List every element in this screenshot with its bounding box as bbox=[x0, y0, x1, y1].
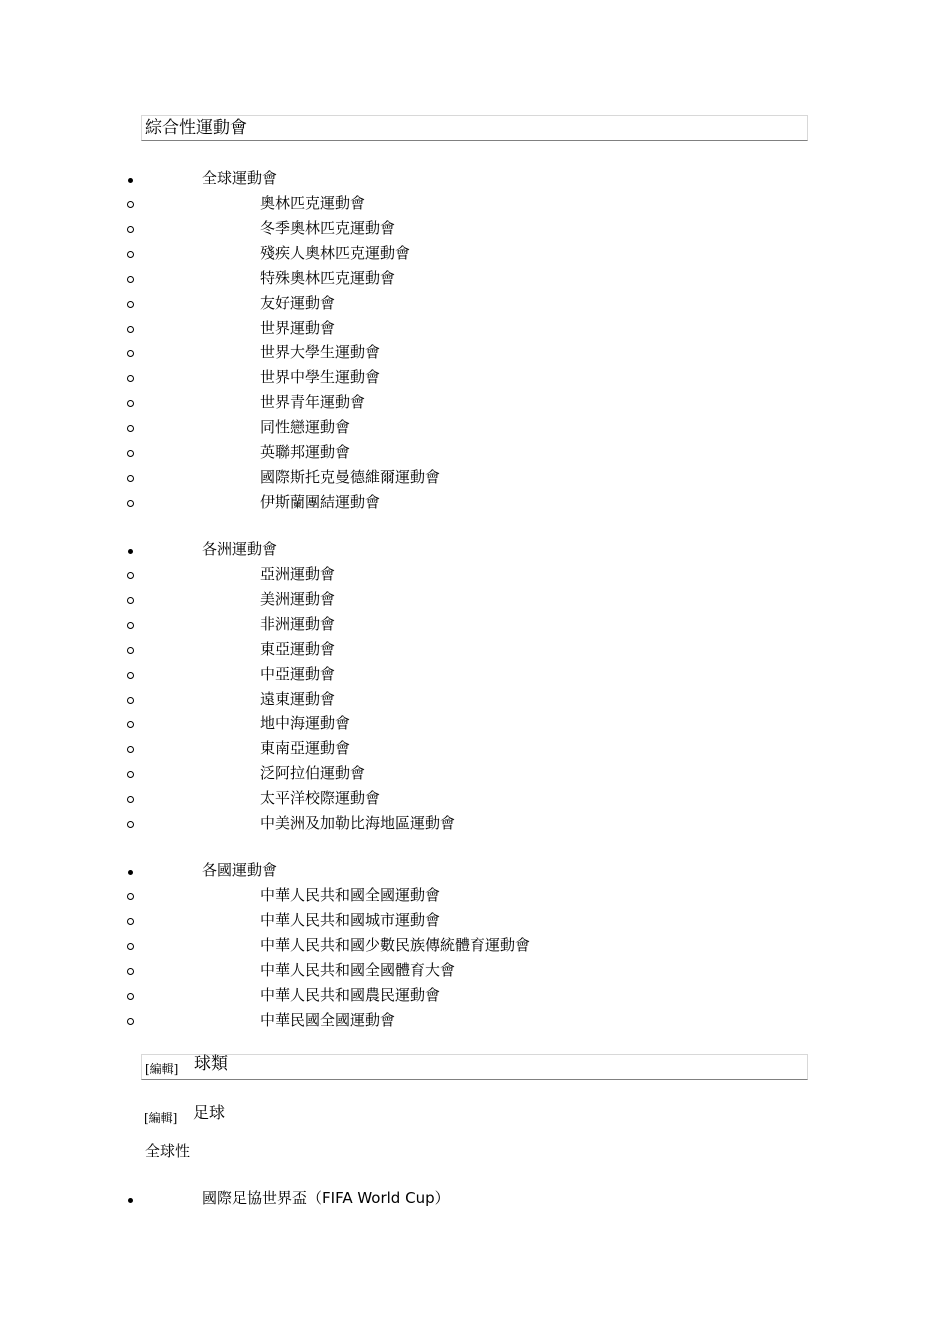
list-item[interactable]: 美洲運動會 bbox=[260, 589, 336, 608]
list-item[interactable]: 國際斯托克曼德維爾運動會 bbox=[260, 467, 441, 486]
list-item[interactable]: 亞洲運動會 bbox=[260, 565, 336, 583]
list-item[interactable]: 中美洲及加勒比海地區運動會 bbox=[260, 814, 456, 832]
label-global: 全球性 bbox=[145, 1142, 191, 1160]
section-title-ball: 球類 bbox=[194, 1054, 228, 1074]
list-item[interactable]: 東南亞運動會 bbox=[260, 739, 351, 758]
list-item[interactable]: 中亞運動會 bbox=[260, 664, 336, 683]
bullet-hollow bbox=[127, 721, 134, 728]
list-item[interactable]: 中華人民共和國全國運動會 bbox=[260, 886, 441, 904]
list-item[interactable]: 世界青年運動會 bbox=[260, 393, 366, 412]
list-item[interactable]: 遠東運動會 bbox=[260, 689, 336, 708]
bullet-hollow bbox=[127, 201, 134, 208]
bullet-hollow bbox=[127, 821, 134, 828]
list-item[interactable]: 中華人民共和國全國體育大會 bbox=[260, 960, 456, 979]
list-item[interactable]: 中華人民共和國少數民族傳統體育運動會 bbox=[260, 935, 531, 954]
subsection-title-football: 足球 bbox=[193, 1103, 226, 1122]
bullet-hollow bbox=[127, 450, 134, 457]
list-item[interactable]: 太平洋校際運動會 bbox=[260, 789, 381, 808]
bullet-hollow bbox=[127, 251, 134, 258]
bullet bbox=[128, 1198, 133, 1203]
list-item[interactable]: 同性戀運動會 bbox=[260, 418, 351, 437]
list-item[interactable]: 特殊奧林匹克運動會 bbox=[260, 268, 396, 287]
bullet-hollow bbox=[127, 771, 134, 778]
list-heading: 各國運動會 bbox=[202, 861, 278, 879]
list-item-fifa[interactable]: 國際足協世界盃（FIFA World Cup） bbox=[202, 1189, 450, 1207]
bullet-hollow bbox=[127, 943, 134, 950]
list-heading: 各洲運動會 bbox=[202, 540, 278, 558]
list-item[interactable]: 冬季奧林匹克運動會 bbox=[260, 218, 396, 237]
bullet-hollow bbox=[127, 697, 134, 704]
list-item[interactable]: 英聯邦運動會 bbox=[260, 443, 351, 461]
bullet-hollow bbox=[127, 500, 134, 507]
list-item[interactable]: 地中海運動會 bbox=[260, 714, 351, 733]
bullet-hollow bbox=[127, 647, 134, 654]
list-item[interactable]: 伊斯蘭團結運動會 bbox=[260, 492, 381, 511]
bullet-hollow bbox=[127, 796, 134, 803]
bullet-hollow bbox=[127, 746, 134, 753]
list-item[interactable]: 中華民國全國運動會 bbox=[260, 1010, 396, 1029]
list-item[interactable]: 非洲運動會 bbox=[260, 614, 336, 633]
list-item[interactable]: 中華人民共和國城市運動會 bbox=[260, 910, 441, 929]
edit-link-football[interactable]: [編輯] bbox=[144, 1111, 178, 1125]
list-heading: 全球運動會 bbox=[202, 169, 278, 187]
bullet-hollow bbox=[127, 425, 134, 432]
bullet-hollow bbox=[127, 375, 134, 382]
bullet-hollow bbox=[127, 1018, 134, 1025]
list-item[interactable]: 泛阿拉伯運動會 bbox=[260, 764, 366, 783]
bullet bbox=[128, 870, 133, 875]
list-item[interactable]: 世界運動會 bbox=[260, 318, 336, 337]
list-item[interactable]: 世界大學生運動會 bbox=[260, 343, 381, 362]
list-item[interactable]: 殘疾人奧林匹克運動會 bbox=[260, 243, 411, 262]
bullet-hollow bbox=[127, 893, 134, 900]
bullet-hollow bbox=[127, 572, 134, 579]
bullet bbox=[128, 549, 133, 554]
list-item[interactable]: 中華人民共和國農民運動會 bbox=[260, 985, 441, 1004]
bullet-hollow bbox=[127, 672, 134, 679]
bullet-hollow bbox=[127, 993, 134, 1000]
section-header-ball bbox=[141, 1054, 808, 1080]
bullet-hollow bbox=[127, 622, 134, 629]
edit-link-ball[interactable]: [編輯] bbox=[145, 1062, 179, 1076]
list-item[interactable]: 奧林匹克運動會 bbox=[260, 194, 366, 212]
section-header-multisport bbox=[141, 115, 808, 141]
section-title-multisport: 綜合性運動會 bbox=[145, 118, 247, 138]
bullet-hollow bbox=[127, 350, 134, 357]
bullet-hollow bbox=[127, 226, 134, 233]
bullet-hollow bbox=[127, 400, 134, 407]
bullet-hollow bbox=[127, 597, 134, 604]
bullet-hollow bbox=[127, 918, 134, 925]
bullet-hollow bbox=[127, 276, 134, 283]
bullet-hollow bbox=[127, 475, 134, 482]
list-item[interactable]: 友好運動會 bbox=[260, 293, 336, 312]
list-item[interactable]: 東亞運動會 bbox=[260, 639, 336, 658]
list-item[interactable]: 世界中學生運動會 bbox=[260, 368, 381, 387]
bullet bbox=[128, 178, 133, 183]
bullet-hollow bbox=[127, 326, 134, 333]
bullet-hollow bbox=[127, 301, 134, 308]
bullet-hollow bbox=[127, 968, 134, 975]
